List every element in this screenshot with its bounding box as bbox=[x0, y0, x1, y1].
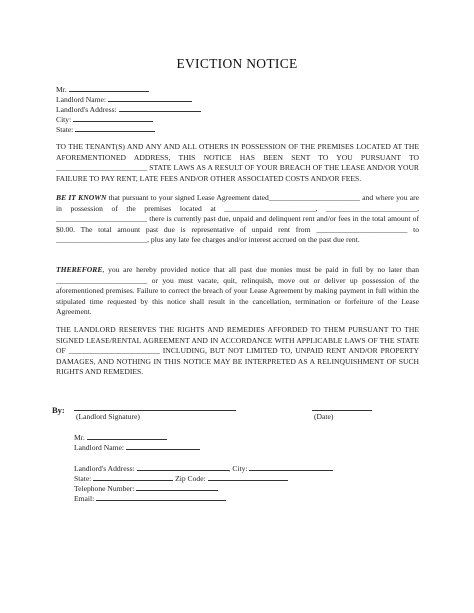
footer-telephone-blank[interactable] bbox=[136, 483, 218, 491]
header-state-line bbox=[56, 124, 155, 135]
footer-email-line bbox=[74, 493, 226, 504]
date-line[interactable] bbox=[312, 410, 372, 411]
header-city-blank[interactable] bbox=[73, 114, 153, 122]
header-state-blank[interactable] bbox=[75, 124, 155, 132]
footer-zip-label: Zip Code: bbox=[173, 474, 208, 483]
therefore-text: , you are hereby provided notice that all past due monies must be paid in full by no later than ________________________ or you must vacate, quit, relinquish, move out or deliver up possession of the aforementioned premises. Failure to correct the breach of your Lease Agreement by making payment in full within the stipulated time requested by this notice shall result in the cancellation, termination or forfeiture of the Lease Agreement. bbox=[56, 265, 419, 317]
footer-zip-blank[interactable] bbox=[208, 473, 288, 481]
footer-landlord-address-blank[interactable] bbox=[137, 463, 229, 471]
document-title: EVICTION NOTICE bbox=[176, 56, 298, 71]
footer-telephone-label: Telephone Number: bbox=[74, 484, 137, 493]
paragraph-landlord-rights: THE LANDLORD RESERVES THE RIGHTS AND REMEDIES AFFORDED TO THEM PURSUANT TO THE SIGNED LEASE/RENTAL AGREEMENT AND IN ACCORDANCE WITH APPLICABLE LAWS OF THE STATE OF ________________________ INCLUDING, BUT NOT LIMITED TO, UNPAID RENT AND/OR PROPERTY DAMAGES, AND NOTHING IN THIS NOTICE MAY BE INTERPRETED AS A RELINQUISHMENT OF SUCH RIGHTS AND REMEDIES. bbox=[56, 325, 419, 377]
footer-landlord-name-label: Landlord Name: bbox=[74, 443, 126, 452]
footer-landlord-name-blank[interactable] bbox=[126, 442, 200, 450]
footer-city-blank[interactable] bbox=[249, 463, 333, 471]
footer-mr-label: Mr. bbox=[74, 433, 87, 442]
paragraph-be-it-known bbox=[56, 193, 419, 246]
date-caption: (Date) bbox=[314, 412, 334, 421]
footer-mr-blank[interactable] bbox=[87, 432, 167, 440]
therefore-lead: THEREFORE bbox=[56, 265, 103, 274]
footer-email-blank[interactable] bbox=[96, 493, 226, 501]
footer-email-label: Email: bbox=[74, 494, 97, 503]
header-landlord-name-blank[interactable] bbox=[108, 94, 192, 102]
header-mr-blank[interactable] bbox=[69, 84, 149, 92]
footer-state-blank[interactable] bbox=[93, 473, 173, 481]
header-city-label: City: bbox=[56, 115, 74, 124]
header-landlord-name-label: Landlord Name: bbox=[56, 95, 108, 104]
be-it-known-lead: BE IT KNOWN bbox=[56, 193, 107, 202]
header-mr-label: Mr. bbox=[56, 85, 69, 94]
paragraph-tenant-notice: TO THE TENANT(S) AND ANY AND ALL OTHERS IN POSSESSION OF THE PREMISES LOCATED AT THE AFOREMENTIONED ADDRESS, THIS NOTICE HAS BEEN SENT TO YOU PURSUANT TO ________________________ STATE LAWS AS A RESULT OF YOUR BREACH OF THE LEASE AND/OR YOUR FAILURE TO PAY RENT, LATE FEES AND/OR OTHER ASSOCIATED COSTS AND/OR FEES. bbox=[56, 142, 419, 183]
header-landlord-address-label: Landlord's Address: bbox=[56, 105, 119, 114]
footer-landlord-address-label: Landlord's Address: bbox=[74, 464, 137, 473]
header-landlord-address-blank[interactable] bbox=[119, 104, 201, 112]
landlord-signature-line[interactable] bbox=[74, 410, 236, 411]
by-label: By: bbox=[52, 405, 65, 415]
footer-state-label: State: bbox=[74, 474, 94, 483]
landlord-signature-caption: (Landlord Signature) bbox=[76, 412, 140, 421]
header-state-label: State: bbox=[56, 125, 76, 134]
footer-landlord-name-line bbox=[74, 442, 200, 453]
footer-city-label: , City: bbox=[228, 464, 250, 473]
paragraph-therefore bbox=[56, 265, 419, 318]
be-it-known-text: that pursuant to your signed Lease Agreement dated________________________ and where you are in possession of the premises located at ________________________, ________________________, ________________________ there is currently past due, unpaid and delinquent rent and/or fees in the total amount of $0.00. The total amount past due is representative of unpaid rent from ________________________ to ________________________, plus any late fee charges and/or interest accrued on the past due rent. bbox=[56, 193, 419, 245]
